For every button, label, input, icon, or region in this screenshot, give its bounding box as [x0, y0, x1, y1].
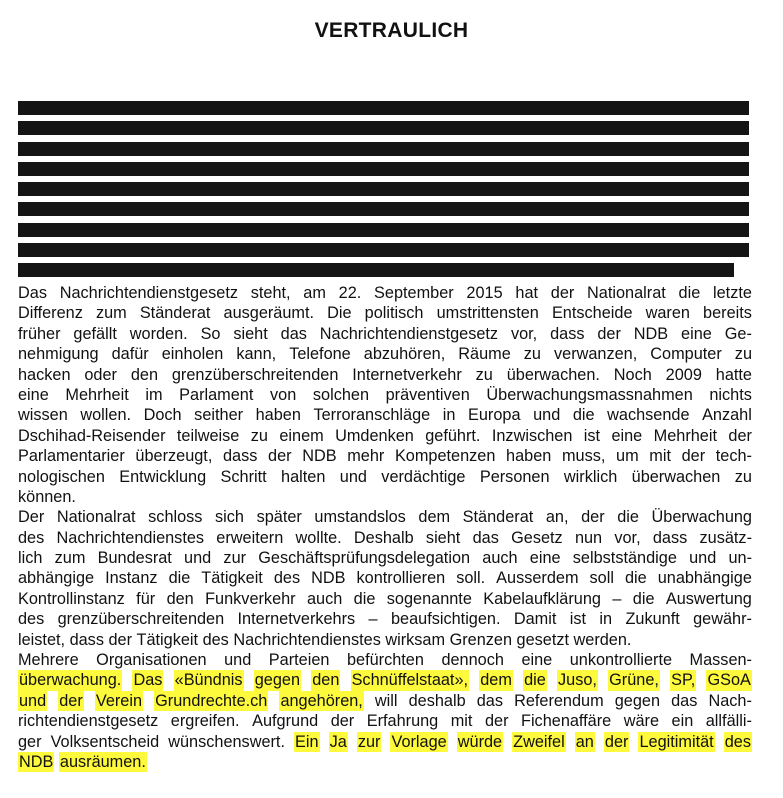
highlighted-word: der: [604, 732, 629, 751]
word: später: [256, 508, 302, 527]
text-line: [18, 691, 752, 711]
word: erweitern: [216, 528, 284, 547]
word: zu: [250, 426, 268, 445]
word: kann,: [236, 345, 277, 364]
word: Computer: [650, 345, 722, 364]
redaction-bar: [18, 121, 749, 135]
word: halten: [281, 467, 326, 486]
word: waren: [645, 304, 690, 323]
word: Massen-: [689, 651, 752, 670]
word: ein: [671, 712, 694, 731]
text-line: [18, 426, 752, 446]
word: am: [303, 284, 326, 302]
word: Instanz: [105, 569, 158, 588]
word: Auswertung: [665, 589, 752, 608]
word: um: [616, 447, 639, 466]
word: zur: [223, 549, 247, 568]
text-line: [18, 446, 752, 466]
word: der: [581, 508, 605, 527]
word: Internetverkehrs: [237, 610, 356, 629]
text-line: [18, 507, 752, 527]
word: tech-: [715, 447, 752, 466]
highlighted-word: die: [524, 671, 546, 690]
redaction-bar: [18, 223, 749, 237]
word: die: [678, 284, 701, 302]
highlighted-word: GSoA: [707, 671, 751, 690]
word: in: [442, 406, 456, 425]
word: ausgeräumt.: [223, 304, 315, 323]
word: zusätz-: [699, 528, 752, 547]
word: dass: [222, 447, 258, 466]
word: das: [671, 691, 698, 710]
word: Nachrichtendienstes: [56, 528, 205, 547]
text-line: [18, 609, 752, 629]
word: 22.: [338, 284, 362, 302]
word: hat: [515, 284, 539, 302]
text-line: [18, 548, 752, 568]
word: schloss: [148, 508, 203, 527]
highlighted-word: Ein: [295, 732, 319, 751]
highlighted-word: würde: [457, 732, 503, 751]
word: 2009: [665, 365, 702, 384]
word: wissen: [18, 406, 68, 425]
highlighted-word: Legitimität: [639, 732, 714, 751]
word: Grenzen: [449, 630, 513, 649]
word: Noch: [613, 365, 652, 384]
word: ergreifen.: [170, 712, 240, 731]
word: Damit: [513, 610, 557, 629]
word: verwanzen,: [554, 345, 638, 364]
word: –: [368, 610, 378, 629]
word: und: [339, 467, 367, 486]
word: Ständerat: [139, 304, 211, 323]
word: Europa: [468, 406, 521, 425]
highlighted-word: Vorlage: [391, 732, 447, 751]
word: sieht: [425, 528, 461, 547]
word: Kontrollinstanz: [18, 589, 125, 608]
word: worden.: [129, 324, 188, 343]
word: Schritt: [220, 467, 267, 486]
word: und: [533, 406, 561, 425]
word: 2015: [466, 284, 503, 302]
word: Mehrere: [18, 651, 79, 670]
word: dass: [652, 528, 688, 547]
word: zu: [734, 467, 752, 486]
highlighted-word: den: [312, 671, 340, 690]
word: auch: [482, 549, 518, 568]
word: eine: [681, 324, 712, 343]
document-title: VERTRAULICH: [314, 19, 469, 42]
word: der: [728, 426, 752, 445]
word: mehr: [347, 447, 385, 466]
redaction-bar: [18, 101, 749, 115]
word: Nationalrat: [587, 284, 666, 302]
word: nun: [574, 528, 603, 547]
word: Überwachung: [651, 508, 752, 527]
paragraph: [18, 507, 752, 650]
word: Ge-: [724, 324, 752, 343]
word: sogenannte: [386, 589, 472, 608]
word: wäre: [623, 712, 660, 731]
word: selbstständige: [572, 549, 677, 568]
redaction-bar: [18, 243, 749, 257]
word: abzuhören,: [363, 345, 446, 364]
word: Differenz: [18, 304, 83, 323]
word: ist: [569, 610, 587, 629]
paragraph: [18, 283, 752, 507]
word: zu: [523, 345, 541, 364]
word: Geschäftsprüfungsdelegation: [258, 549, 471, 568]
word: dennoch: [441, 651, 504, 670]
text-line: [18, 752, 752, 772]
highlighted-word: überwachung.: [19, 671, 122, 690]
redacted-section: [18, 101, 749, 284]
word: ger: [18, 732, 42, 751]
word: Das: [18, 284, 47, 302]
word: Nachrichtendienstes: [233, 630, 381, 649]
word: Entscheide: [551, 304, 633, 323]
word: den: [166, 589, 194, 608]
word: Tätigkeit: [201, 569, 263, 588]
word: Entwicklung: [119, 467, 207, 486]
word: eine: [611, 426, 643, 445]
highlighted-word: zur: [357, 732, 381, 751]
word: solchen: [312, 385, 369, 404]
word: wirksam: [385, 630, 446, 649]
word: und: [184, 549, 212, 568]
word: der: [681, 447, 706, 466]
word: Deshalb: [353, 528, 414, 547]
word: wachsende: [607, 406, 690, 425]
word: teilweise: [176, 426, 240, 445]
highlighted-word: Das: [133, 671, 163, 690]
text-line: [18, 732, 752, 752]
word: Nach-: [708, 691, 752, 710]
word: überzeugt,: [135, 447, 213, 466]
word: dem: [418, 508, 451, 527]
word: leistet,: [18, 630, 66, 649]
word: Parlament: [179, 385, 254, 404]
word: NDB: [633, 324, 669, 343]
word: können.: [18, 487, 76, 506]
word: Referendum: [514, 691, 604, 710]
word: Umdenken: [335, 426, 414, 445]
word: allfälli-: [705, 712, 752, 731]
word: die: [572, 406, 595, 425]
word: werden.: [573, 630, 632, 649]
word: der: [108, 630, 133, 649]
word: Doch: [143, 406, 182, 425]
word: abhängige: [18, 569, 95, 588]
word: im: [145, 385, 163, 404]
word: in: [599, 610, 613, 629]
word: der: [484, 712, 509, 731]
text-line: [18, 385, 752, 405]
word: eine: [18, 385, 49, 404]
word: hacken: [18, 365, 71, 384]
redaction-bar: [18, 162, 749, 176]
word: das: [472, 528, 499, 547]
paragraph: [18, 650, 752, 772]
word: haben: [255, 406, 301, 425]
highlighted-word: der: [59, 691, 83, 710]
word: deshalb: [408, 691, 466, 710]
word: grenzüberschreitenden: [171, 365, 339, 384]
word: September: [374, 284, 454, 302]
highlighted-word: des: [724, 732, 751, 751]
word: mit: [649, 447, 671, 466]
highlighted-word: Schnüffelstaat»,: [351, 671, 469, 690]
word: zu: [734, 345, 752, 364]
highlighted-word: Verein: [95, 691, 143, 710]
word: der: [597, 324, 621, 343]
word: wirklich: [563, 467, 618, 486]
word: Kompetenzen: [394, 447, 496, 466]
word: die: [624, 569, 647, 588]
word: zum: [95, 304, 127, 323]
word: auch: [306, 589, 343, 608]
text-line: [18, 365, 752, 385]
highlighted-word: dem: [480, 671, 512, 690]
word: des: [18, 528, 45, 547]
word: letzte: [713, 284, 752, 302]
word: Überwachungsmassnahmen: [486, 385, 693, 404]
word: den: [130, 365, 158, 384]
word: Räume: [458, 345, 511, 364]
word: Aufgrund: [252, 712, 319, 731]
word: der: [330, 712, 355, 731]
word: Mehrheit: [65, 385, 129, 404]
highlighted-word: gegen: [254, 671, 301, 690]
word: und: [689, 549, 717, 568]
document-body: [18, 283, 752, 772]
word: Nationalrat: [56, 508, 136, 527]
text-line: [18, 405, 752, 425]
highlighted-word: NDB: [19, 752, 54, 771]
text-line: [18, 303, 752, 323]
word: beaufsichtigen.: [390, 610, 501, 629]
word: die: [632, 589, 655, 608]
highlighted-word: ausräumen.: [59, 752, 146, 771]
word: zu: [475, 365, 493, 384]
word: kontrollieren: [356, 569, 446, 588]
word: die: [168, 569, 191, 588]
redaction-bar: [18, 182, 749, 196]
word: soll.: [456, 569, 486, 588]
highlighted-word: Grüne,: [609, 671, 659, 690]
word: Bundesrat: [97, 549, 172, 568]
word: einem: [279, 426, 324, 445]
word: umstandslos: [314, 508, 406, 527]
word: Gesetz: [511, 528, 563, 547]
word: Die: [327, 304, 352, 323]
word: muss,: [561, 447, 606, 466]
word: grenzüberschreitenden: [57, 610, 225, 629]
word: dass: [550, 324, 585, 343]
word: Anzahl: [702, 406, 752, 425]
word: dass: [69, 630, 104, 649]
word: und: [224, 651, 252, 670]
word: Personen: [479, 467, 550, 486]
word: wollte.: [295, 528, 342, 547]
word: nehmigung: [18, 345, 99, 364]
word: Telefone: [289, 345, 351, 364]
text-line: [18, 324, 752, 344]
text-line: [18, 589, 752, 609]
word: nologischen: [18, 467, 105, 486]
word: an,: [545, 508, 569, 527]
word: Ausserdem: [496, 569, 579, 588]
highlighted-word: SP,: [671, 671, 696, 690]
highlighted-word: angehören,: [280, 691, 363, 710]
word: NDB: [311, 569, 346, 588]
word: Funkverkehr: [205, 589, 296, 608]
word: Zukunft: [625, 610, 680, 629]
word: überwachen.: [506, 365, 600, 384]
word: geführt.: [425, 426, 481, 445]
word: ist: [583, 426, 601, 445]
word: einholen: [161, 345, 224, 364]
text-line: [18, 487, 752, 507]
word: von: [270, 385, 297, 404]
word: das: [476, 691, 503, 710]
highlighted-word: und: [19, 691, 47, 710]
text-line: [18, 630, 752, 650]
word: unabhängige: [657, 569, 752, 588]
word: die: [617, 508, 639, 527]
text-line: [18, 528, 752, 548]
word: Internetverkehr: [352, 365, 462, 384]
word: früher: [18, 324, 61, 343]
word: seither: [194, 406, 244, 425]
word: haben: [506, 447, 552, 466]
word: das: [280, 324, 307, 343]
word: präventiven: [385, 385, 470, 404]
word: wollen.: [80, 406, 132, 425]
word: gewähr-: [693, 610, 752, 629]
word: mit: [450, 712, 473, 731]
word: gefällt: [73, 324, 117, 343]
word: bereits: [703, 304, 752, 323]
word: NDB: [302, 447, 337, 466]
word: des: [18, 610, 45, 629]
word: des: [273, 569, 301, 588]
word: gesetzt: [516, 630, 570, 649]
highlighted-word: Juso,: [558, 671, 597, 690]
text-line: [18, 283, 752, 303]
redaction-bar: [18, 263, 734, 277]
word: sieht: [233, 324, 268, 343]
word: befürchten: [346, 651, 424, 670]
word: will: [374, 691, 398, 710]
word: des: [202, 630, 229, 649]
text-line: [18, 568, 752, 588]
word: Inzwischen: [491, 426, 573, 445]
word: verdächtige: [381, 467, 466, 486]
word: Ständerat: [462, 508, 534, 527]
word: vor,: [614, 528, 641, 547]
word: unkontrollierte: [569, 651, 673, 670]
highlighted-word: Ja: [329, 732, 347, 751]
word: vor,: [510, 324, 538, 343]
word: So: [200, 324, 221, 343]
word: Erfahrung: [366, 712, 439, 731]
word: Nachrichtendienstgesetz: [319, 324, 499, 343]
word: Nachrichtendienstgesetz: [59, 284, 238, 302]
highlighted-word: an: [575, 732, 594, 751]
highlighted-word: «Bündnis: [174, 671, 243, 690]
highlighted-word: Zweifel: [513, 732, 565, 751]
word: richtendienstgesetz: [18, 712, 159, 731]
highlighted-word: Grundrechte.ch: [155, 691, 268, 710]
word: soll: [589, 569, 614, 588]
word: Dschihad-Reisender: [18, 426, 166, 445]
word: un-: [728, 549, 752, 568]
word: überwachen: [631, 467, 721, 486]
word: hatte: [715, 365, 752, 384]
text-line: [18, 711, 752, 731]
word: Parlamentarier: [18, 447, 125, 466]
word: der: [268, 447, 292, 466]
word: Der: [18, 508, 45, 527]
word: Organisationen: [96, 651, 207, 670]
word: umstrittensten: [436, 304, 539, 323]
word: –: [612, 589, 622, 608]
word: nichts: [709, 385, 752, 404]
word: eine: [521, 651, 553, 670]
text-line: [18, 670, 752, 690]
word: Kabelaufklärung: [483, 589, 601, 608]
word: der: [550, 284, 575, 302]
word: gegen: [614, 691, 661, 710]
word: lich: [18, 549, 43, 568]
word: dafür: [111, 345, 149, 364]
text-line: [18, 650, 752, 670]
text-line: [18, 467, 752, 487]
word: Parteien: [268, 651, 330, 670]
word: sich: [215, 508, 244, 527]
redaction-bar: [18, 142, 749, 156]
word: oder: [84, 365, 117, 384]
text-line: [18, 344, 752, 364]
word: Terroranschläge: [313, 406, 431, 425]
word: steht,: [250, 284, 291, 302]
word: eine: [529, 549, 561, 568]
word: die: [353, 589, 376, 608]
word: zum: [54, 549, 86, 568]
word: Mehrheit: [653, 426, 717, 445]
redaction-bar: [18, 202, 749, 216]
word: politisch: [364, 304, 424, 323]
word: für: [136, 589, 156, 608]
word: Fichenaffäre: [521, 712, 612, 731]
word: wünschenswert.: [168, 732, 285, 751]
word: Tätigkeit: [136, 630, 199, 649]
word: Volksentscheid: [50, 732, 160, 751]
